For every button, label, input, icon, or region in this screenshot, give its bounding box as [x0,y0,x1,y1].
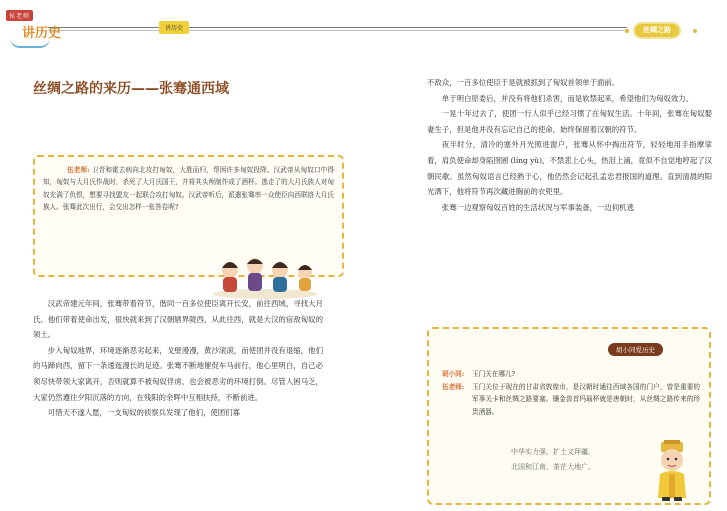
page-tab: 讲历史 [159,21,189,34]
right-column-text [427,75,712,215]
badge-dot-icon [625,29,629,33]
qa-question-row [442,368,700,381]
header-rule-secondary [48,30,627,31]
scholar-mascot-icon [652,440,692,502]
question-text: 玉门关在哪儿? [472,370,516,378]
page-title: 丝绸之路的来历——张骞通西域 [33,81,229,97]
paragraph: 汉武帝建元年间，张骞带着符节，偕同一百多位使臣离开长安，前往西域，寻找大月氏。他们带着使命出发，很快就来到了汉朝辖界陇西，从此往西，就是大汉的宿敌匈奴的领土。 [33,299,323,340]
paragraph: 单于明白原委后，并没有将他们杀害，而是软禁起来，希望他们为匈奴效力。 [441,93,694,103]
paragraph: 步入匈奴地界，环境逐渐恶劣起来，戈壁漫漫，黄沙滚滚，而使团并没有退缩，他们的马蹄向西，留下一条逶迤漫长的足迹。张骞不断地催促车马前行，他心里明白，自己必须尽快带领大家离开，否则就算不被匈奴俘虏，也会被恶劣的环境打倒。尽管人困马乏，大家仍然遵往夕阳沉落的方向，在残阳的余晖中互相扶持，不断前进。 [33,345,323,402]
poem-line: 北国和江南，茶茫大地广。 [511,463,595,471]
qa-answer-row [442,381,700,419]
series-logo [6,8,62,50]
poem [511,445,595,475]
children-illustration-icon [210,250,320,300]
logo-tag: 侯老师 [6,10,33,21]
logo-wave-icon [10,38,50,48]
paragraph: 夜半时分，清冷的塞外月光照进窗户，张骞从怀中掏出符节，轻轻地用手指摩挲着，肩负使命却身陷囹圄 (líng yǔ)，不禁悲上心头，热泪上涌，竟似不自觉地哼起了汉朝民歌。虽然匈奴语言已经熟于心，他仍然会记起孔孟忠君报国的道理。直到清晨的阳光洒下，他将符节再次藏进胸前的衣兜里。 [427,140,712,197]
logo-title: 讲历史 [22,26,62,41]
header-rule [48,27,627,28]
dialog-speaker: 伍老师: [67,166,90,174]
poem-line: 中华实力强，扩土又拜疆。 [511,448,595,456]
dialog-text [43,164,334,214]
series-badge: 丝绸之路 [635,24,679,37]
question-speaker: 胡小同: [442,370,465,378]
qa-content [442,368,700,418]
paragraph: 不敌众，一百多位使臣于是就被抓到了匈奴首领单于面前。 [427,78,620,87]
answer-speaker: 伍老师: [442,382,465,391]
paragraph: 可惜天不遂人愿，一支匈奴的侦察兵发现了他们，使团们寡 [47,408,240,418]
answer-text: 玉门关位于现在的甘肃省敦煌市，是汉朝时通往西域各国的门户，曾是重要的军事关卡和丝绸之路要塞。镶金兽首玛瑙杯就是唐朝时，从丝绸之路传来的珍贵酒器。 [472,382,700,416]
badge-dot-icon [693,29,697,33]
paragraph: 一晃十年过去了，使团一行人似乎已经习惯了在匈奴生活。十年间，张骞在匈奴娶妻生子，但是他并没有忘记自己的使命，始终保留着汉朝的符节。 [427,109,712,134]
qa-sidebar-label: 胡小同爱历史 [608,343,663,356]
paragraph: 张骞一边观察匈奴百姓的生活状况与军事装备，一边伺机逃 [441,202,634,212]
dialog-body: 卫青和霍去病向北攻打匈奴，大胜而归，帮困许多匈奴投降。汉武帝从匈奴口中得知，匈奴与大月氏作战时，杀死了大月氏国王，并将其头颅制作成了酒杯。逃走了的大月氏族人对匈奴充满了仇恨，想要寻找盟友一起联合攻打匈奴。汉武帝听后，派遣张骞率一众使臣向西联络大月氏族人。张骞此次出行，会交出怎样一张答卷呢? [43,166,334,212]
left-column-text [33,296,323,421]
